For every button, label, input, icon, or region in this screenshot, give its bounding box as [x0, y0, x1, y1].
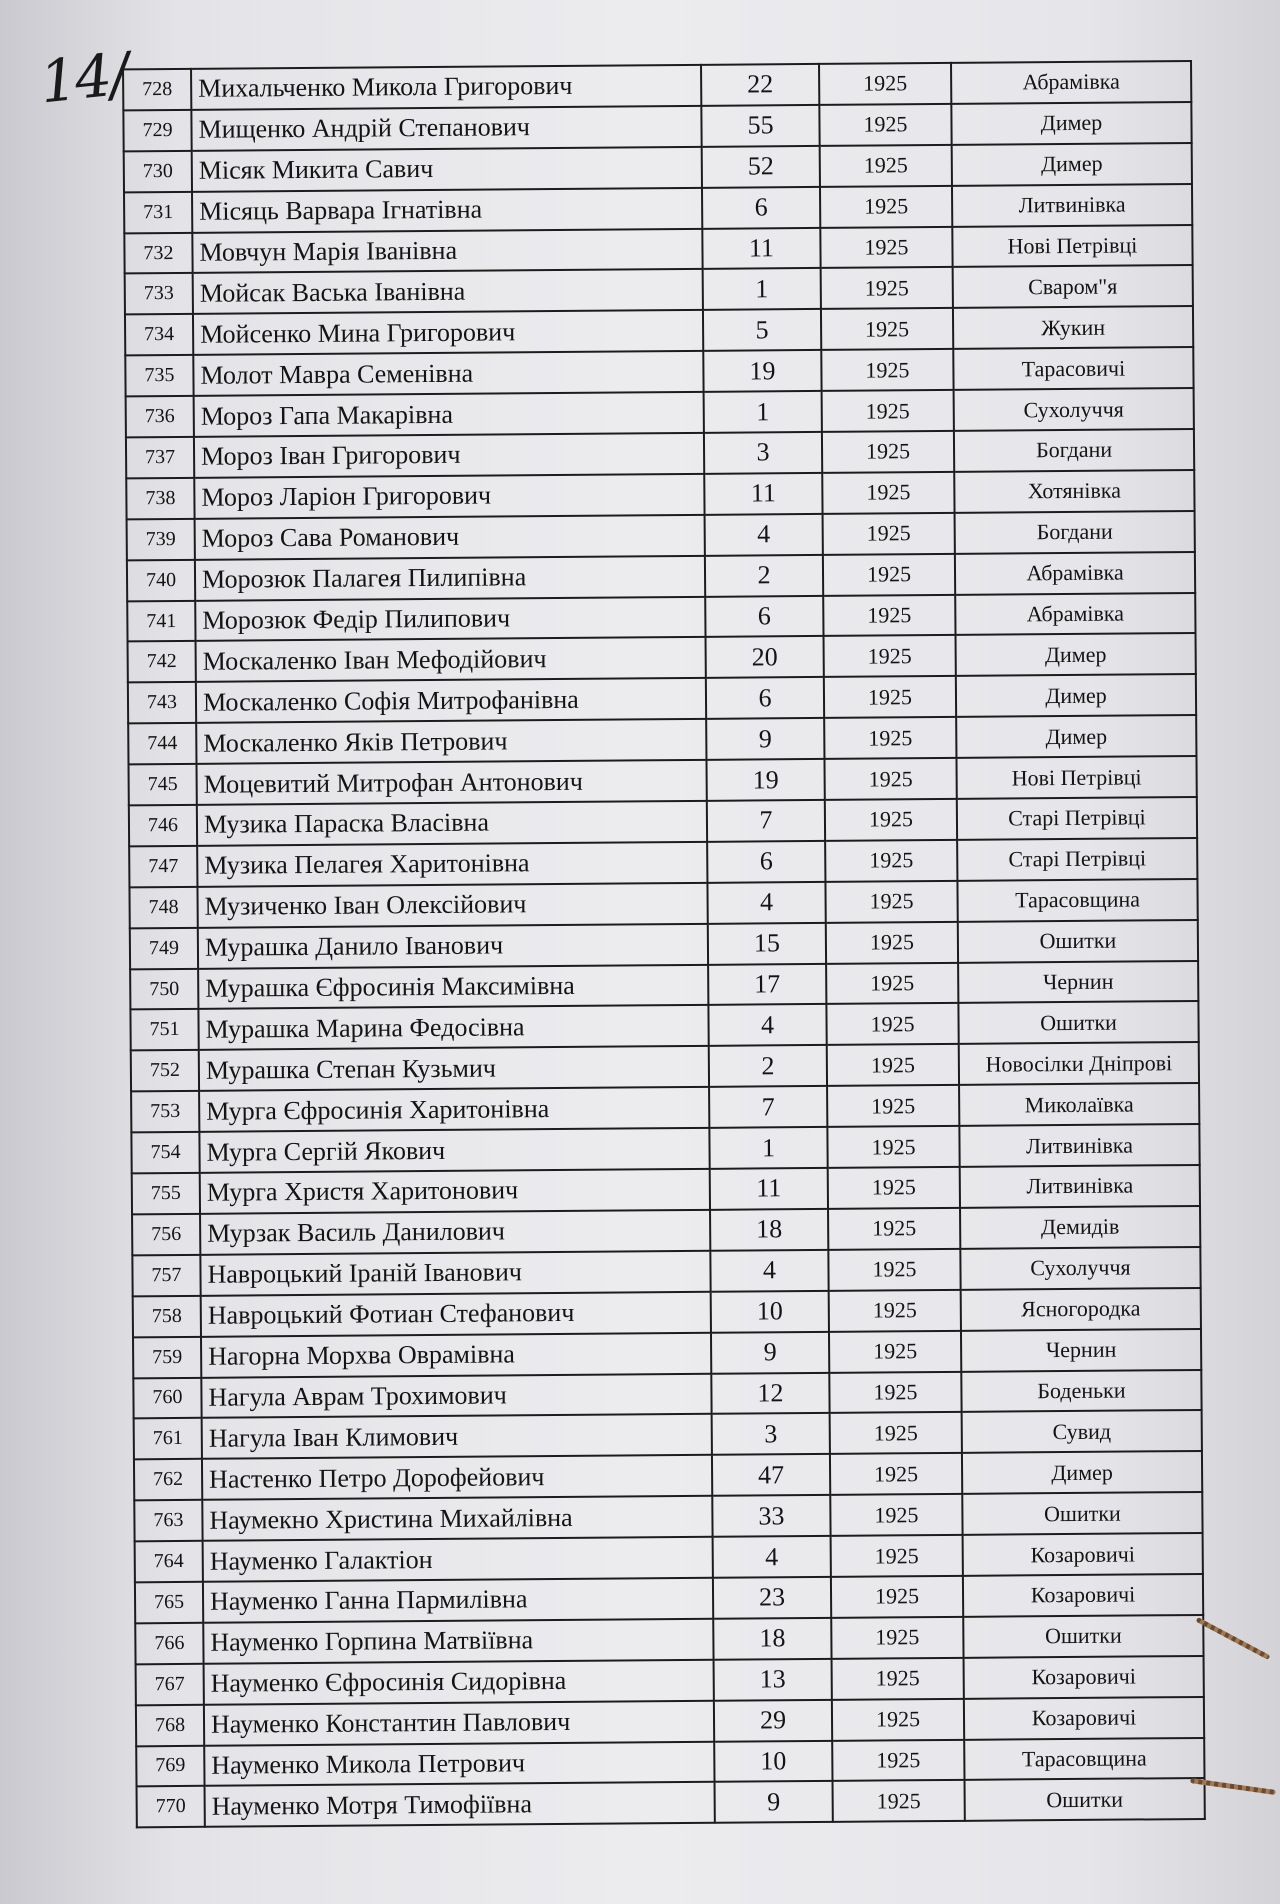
age-cell: 4: [708, 1004, 826, 1046]
row-number-cell: 754: [131, 1132, 199, 1173]
village-cell: Козаровичі: [964, 1697, 1204, 1740]
year-cell: 1925: [822, 431, 954, 473]
age-cell: 23: [713, 1577, 831, 1619]
age-cell: 10: [711, 1291, 829, 1333]
register-table: [122, 60, 1206, 1829]
row-number-cell: 748: [129, 887, 197, 928]
village-cell: Демидів: [960, 1206, 1200, 1249]
row-number-cell: 743: [128, 682, 196, 723]
year-cell: 1925: [820, 186, 952, 228]
register-body: [123, 61, 1205, 1828]
year-cell: 1925: [819, 63, 951, 105]
age-cell: 2: [705, 555, 823, 597]
age-cell: 4: [707, 882, 825, 924]
name-cell: Мурашка Єфросинія Максимівна: [198, 964, 708, 1009]
village-cell: Новосілки Дніпрові: [959, 1042, 1199, 1085]
year-cell: 1925: [831, 1617, 963, 1659]
age-cell: 3: [704, 432, 822, 474]
village-cell: Миколаївка: [959, 1083, 1199, 1126]
age-cell: 33: [712, 1495, 830, 1537]
village-cell: Ошитки: [962, 1492, 1202, 1535]
village-cell: Димер: [952, 143, 1192, 186]
age-cell: 52: [702, 146, 820, 188]
year-cell: 1925: [823, 554, 955, 596]
name-cell: Науменко Єфросинія Сидорівна: [204, 1660, 714, 1705]
village-cell: Чернин: [961, 1329, 1201, 1372]
age-cell: 18: [710, 1209, 828, 1251]
name-cell: Москаленко Софія Митрофанівна: [196, 678, 706, 723]
village-cell: Нові Петрівці: [952, 225, 1192, 268]
name-cell: Моцевитий Митрофан Антонович: [196, 760, 706, 805]
row-number-cell: 737: [126, 437, 194, 478]
age-cell: 6: [706, 677, 824, 719]
row-number-cell: 752: [131, 1050, 199, 1091]
name-cell: Мурзак Василь Данилович: [200, 1210, 710, 1255]
name-cell: Місяць Варвара Ігнатівна: [192, 188, 702, 233]
village-cell: Жукин: [953, 306, 1193, 349]
row-number-cell: 749: [130, 928, 198, 969]
age-cell: 6: [705, 595, 823, 637]
row-number-cell: 755: [132, 1173, 200, 1214]
village-cell: Литвинівка: [959, 1124, 1199, 1167]
name-cell: Молот Мавра Семенівна: [193, 351, 703, 396]
village-cell: Козаровичі: [963, 1533, 1203, 1576]
village-cell: Димер: [956, 633, 1196, 676]
age-cell: 3: [712, 1413, 830, 1455]
village-cell: Ошитки: [958, 920, 1198, 963]
row-number-cell: 750: [130, 968, 198, 1009]
row-number-cell: 761: [134, 1418, 202, 1459]
name-cell: Мороз Гапа Макарівна: [194, 392, 704, 437]
year-cell: 1925: [822, 472, 954, 514]
age-cell: 13: [714, 1659, 832, 1701]
village-cell: Хотянівка: [954, 470, 1194, 513]
year-cell: 1925: [830, 1412, 962, 1454]
year-cell: 1925: [822, 390, 954, 432]
row-number-cell: 762: [134, 1459, 202, 1500]
village-cell: Тарасовщина: [964, 1737, 1204, 1780]
year-cell: 1925: [824, 758, 956, 800]
name-cell: Науменко Галактіон: [203, 1537, 713, 1582]
village-cell: Абрамівка: [955, 552, 1195, 595]
village-cell: Чернин: [958, 961, 1198, 1004]
village-cell: Димер: [956, 674, 1196, 717]
row-number-cell: 767: [136, 1664, 204, 1705]
village-cell: Богдани: [955, 511, 1195, 554]
year-cell: 1925: [828, 1167, 960, 1209]
year-cell: 1925: [825, 840, 957, 882]
name-cell: Морозюк Палагея Пилипівна: [195, 556, 705, 601]
row-number-cell: 760: [133, 1377, 201, 1418]
village-cell: Димер: [956, 715, 1196, 758]
age-cell: 9: [706, 718, 824, 760]
name-cell: Нагула Іван Климович: [202, 1414, 712, 1459]
row-number-cell: 729: [123, 110, 191, 151]
year-cell: 1925: [828, 1208, 960, 1250]
name-cell: Мурашка Марина Федосівна: [198, 1005, 708, 1050]
name-cell: Мурга Христя Харитонович: [200, 1169, 710, 1214]
year-cell: 1925: [819, 104, 951, 146]
age-cell: 11: [710, 1168, 828, 1210]
age-cell: 20: [706, 636, 824, 678]
year-cell: 1925: [825, 799, 957, 841]
age-cell: 4: [705, 514, 823, 556]
name-cell: Мойсак Васька Іванівна: [193, 269, 703, 314]
village-cell: Ошитки: [963, 1615, 1203, 1658]
row-number-cell: 738: [126, 478, 194, 519]
name-cell: Мурашка Данило Іванович: [198, 924, 708, 969]
year-cell: 1925: [823, 513, 955, 555]
village-cell: Козаровичі: [963, 1574, 1203, 1617]
age-cell: 6: [702, 187, 820, 229]
age-cell: 1: [704, 391, 822, 433]
age-cell: 4: [710, 1250, 828, 1292]
village-cell: Димер: [962, 1451, 1202, 1494]
year-cell: 1925: [832, 1739, 964, 1781]
village-cell: Богдани: [954, 429, 1194, 472]
age-cell: 2: [709, 1045, 827, 1087]
name-cell: Мурга Сергій Якович: [199, 1128, 709, 1173]
name-cell: Наумекно Христина Михайлівна: [202, 1496, 712, 1541]
age-cell: 47: [712, 1454, 830, 1496]
name-cell: Навроцький Іраній Іванович: [200, 1251, 710, 1296]
row-number-cell: 758: [133, 1296, 201, 1337]
village-cell: Абрамівка: [955, 593, 1195, 636]
year-cell: 1925: [821, 267, 953, 309]
name-cell: Мороз Сава Романович: [195, 515, 705, 560]
year-cell: 1925: [823, 594, 955, 636]
name-cell: Нагула Аврам Трохимович: [201, 1373, 711, 1418]
row-number-cell: 763: [134, 1500, 202, 1541]
handwritten-folio-number: 14/: [36, 39, 131, 117]
row-number-cell: 746: [129, 805, 197, 846]
year-cell: 1925: [828, 1249, 960, 1291]
village-cell: Сваром"я: [953, 265, 1193, 308]
year-cell: 1925: [829, 1330, 961, 1372]
name-cell: Мороз Ларіон Григорович: [194, 474, 704, 519]
name-cell: Науменко Горпина Матвіївна: [203, 1619, 713, 1664]
row-number-cell: 768: [136, 1704, 204, 1745]
row-number-cell: 728: [123, 69, 191, 110]
name-cell: Нагорна Морхва Оврамівна: [201, 1332, 711, 1377]
age-cell: 29: [714, 1700, 832, 1742]
age-cell: 7: [709, 1086, 827, 1128]
name-cell: Мищенко Андрій Степанович: [191, 106, 701, 151]
row-number-cell: 744: [128, 723, 196, 764]
village-cell: Литвинівка: [952, 184, 1192, 227]
age-cell: 11: [702, 227, 820, 269]
table-row: [137, 1778, 1205, 1827]
year-cell: 1925: [833, 1780, 965, 1822]
year-cell: 1925: [824, 635, 956, 677]
year-cell: 1925: [832, 1698, 964, 1740]
village-cell: Козаровичі: [964, 1656, 1204, 1699]
row-number-cell: 769: [136, 1745, 204, 1786]
year-cell: 1925: [821, 349, 953, 391]
age-cell: 17: [708, 963, 826, 1005]
village-cell: Тарасовичі: [953, 347, 1193, 390]
row-number-cell: 741: [127, 600, 195, 641]
village-cell: Ясногородка: [961, 1288, 1201, 1331]
age-cell: 22: [701, 64, 819, 106]
name-cell: Місяк Микита Савич: [192, 147, 702, 192]
name-cell: Москаленко Іван Мефодійович: [196, 637, 706, 682]
row-number-cell: 753: [131, 1091, 199, 1132]
age-cell: 18: [713, 1618, 831, 1660]
name-cell: Мовчун Марія Іванівна: [192, 228, 702, 273]
village-cell: Ошитки: [958, 1001, 1198, 1044]
age-cell: 11: [704, 473, 822, 515]
year-cell: 1925: [825, 881, 957, 923]
age-cell: 7: [707, 800, 825, 842]
row-number-cell: 739: [127, 519, 195, 560]
row-number-cell: 757: [132, 1255, 200, 1296]
village-cell: Тарасовщина: [957, 879, 1197, 922]
village-cell: Старі Петрівці: [957, 838, 1197, 881]
year-cell: 1925: [832, 1658, 964, 1700]
year-cell: 1925: [831, 1535, 963, 1577]
row-number-cell: 770: [137, 1786, 205, 1827]
name-cell: Морозюк Федір Пилипович: [195, 596, 705, 641]
age-cell: 15: [708, 923, 826, 965]
village-cell: Сувид: [962, 1410, 1202, 1453]
year-cell: 1925: [821, 308, 953, 350]
year-cell: 1925: [820, 145, 952, 187]
name-cell: Михальченко Микола Григорович: [191, 65, 701, 110]
name-cell: Москаленко Яків Петрович: [196, 719, 706, 764]
village-cell: Литвинівка: [960, 1165, 1200, 1208]
age-cell: 4: [713, 1536, 831, 1578]
name-cell: Мурга Єфросинія Харитонівна: [199, 1087, 709, 1132]
year-cell: 1925: [824, 676, 956, 718]
name-cell: Музика Пелагея Харитонівна: [197, 842, 707, 887]
age-cell: 12: [711, 1372, 829, 1414]
row-number-cell: 735: [125, 355, 193, 396]
year-cell: 1925: [830, 1453, 962, 1495]
row-number-cell: 747: [129, 846, 197, 887]
name-cell: Науменко Мотря Тимофіївна: [205, 1782, 715, 1827]
age-cell: 1: [703, 268, 821, 310]
year-cell: 1925: [824, 717, 956, 759]
name-cell: Мойсенко Мина Григорович: [193, 310, 703, 355]
row-number-cell: 742: [128, 641, 196, 682]
name-cell: Науменко Микола Петрович: [204, 1741, 714, 1786]
name-cell: Музиченко Іван Олексійович: [197, 883, 707, 928]
age-cell: 10: [714, 1740, 832, 1782]
row-number-cell: 756: [132, 1214, 200, 1255]
age-cell: 55: [701, 105, 819, 147]
year-cell: 1925: [831, 1576, 963, 1618]
year-cell: 1925: [826, 922, 958, 964]
name-cell: Мурашка Степан Кузьмич: [199, 1046, 709, 1091]
row-number-cell: 759: [133, 1336, 201, 1377]
year-cell: 1925: [829, 1290, 961, 1332]
village-cell: Старі Петрівці: [957, 797, 1197, 840]
village-cell: Нові Петрівці: [956, 756, 1196, 799]
year-cell: 1925: [820, 226, 952, 268]
age-cell: 19: [706, 759, 824, 801]
row-number-cell: 766: [135, 1623, 203, 1664]
name-cell: Настенко Петро Дорофейович: [202, 1455, 712, 1500]
village-cell: Боденьки: [961, 1369, 1201, 1412]
age-cell: 9: [711, 1331, 829, 1373]
row-number-cell: 733: [125, 273, 193, 314]
row-number-cell: 740: [127, 560, 195, 601]
name-cell: Навроцький Фотиан Стефанович: [201, 1292, 711, 1337]
year-cell: 1925: [827, 1085, 959, 1127]
row-number-cell: 751: [130, 1009, 198, 1050]
village-cell: Ошитки: [965, 1778, 1205, 1821]
name-cell: Мороз Іван Григорович: [194, 433, 704, 478]
age-cell: 1: [709, 1127, 827, 1169]
year-cell: 1925: [829, 1371, 961, 1413]
name-cell: Музика Параска Власівна: [197, 801, 707, 846]
row-number-cell: 730: [124, 151, 192, 192]
village-cell: Димер: [951, 102, 1191, 145]
village-cell: Сухолуччя: [954, 388, 1194, 431]
year-cell: 1925: [826, 1003, 958, 1045]
row-number-cell: 764: [135, 1541, 203, 1582]
year-cell: 1925: [827, 1126, 959, 1168]
name-cell: Науменко Константин Павлович: [204, 1700, 714, 1745]
row-number-cell: 736: [126, 396, 194, 437]
row-number-cell: 765: [135, 1582, 203, 1623]
age-cell: 6: [707, 841, 825, 883]
village-cell: Сухолуччя: [960, 1247, 1200, 1290]
village-cell: Абрамівка: [951, 61, 1191, 104]
year-cell: 1925: [830, 1494, 962, 1536]
row-number-cell: 731: [124, 192, 192, 233]
age-cell: 5: [703, 309, 821, 351]
row-number-cell: 745: [129, 764, 197, 805]
age-cell: 19: [703, 350, 821, 392]
age-cell: 9: [715, 1781, 833, 1823]
row-number-cell: 734: [125, 314, 193, 355]
year-cell: 1925: [827, 1044, 959, 1086]
binding-thread-upper: [1196, 1617, 1271, 1660]
name-cell: Науменко Ганна Пармилівна: [203, 1578, 713, 1623]
row-number-cell: 732: [124, 232, 192, 273]
year-cell: 1925: [826, 962, 958, 1004]
